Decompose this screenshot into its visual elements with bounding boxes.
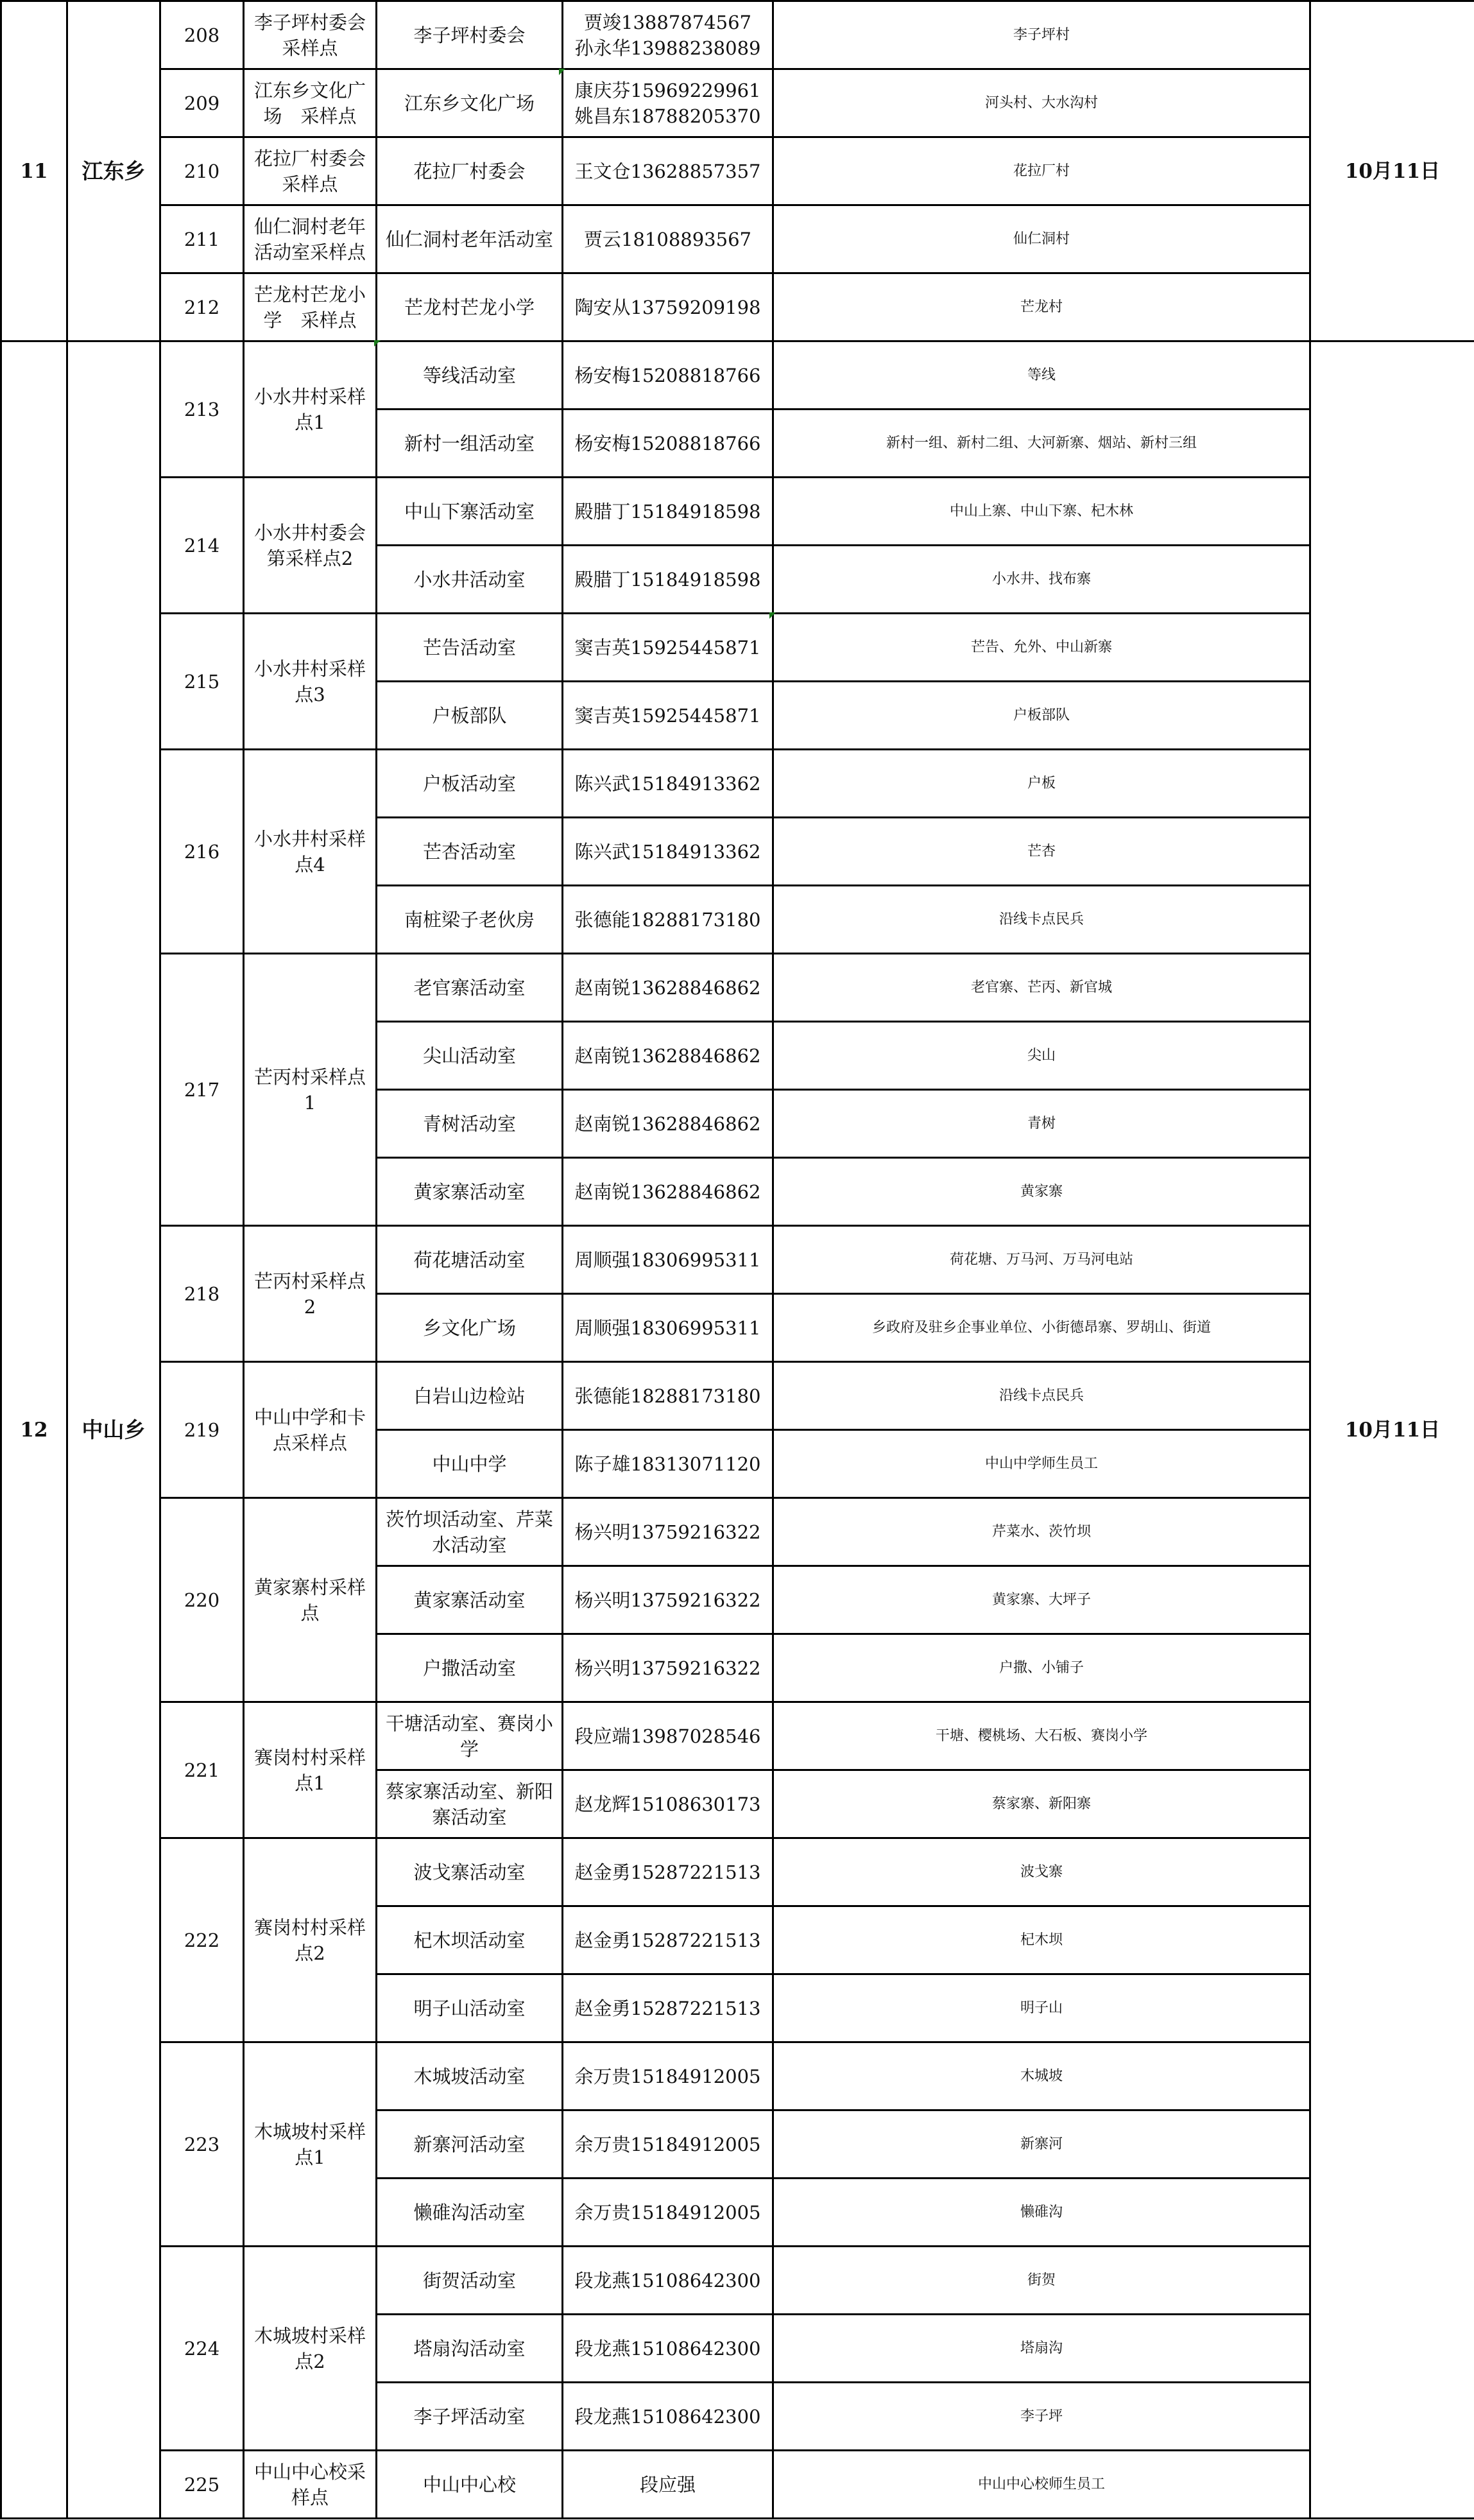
covered-area: 尖山 — [773, 1022, 1310, 1090]
table-row — [1, 954, 1474, 1022]
contact-person: 张德能18288173180 — [563, 1362, 773, 1430]
site-name: 芒龙村芒龙小学 采样点 — [244, 273, 377, 341]
contact-person: 陈子雄18313071120 — [563, 1430, 773, 1498]
table-row — [1, 478, 1474, 546]
covered-area: 芒告、允外、中山新寨 — [773, 614, 1310, 682]
covered-area: 沿线卡点民兵 — [773, 886, 1310, 954]
contact-person: 窦吉英15925445871 — [563, 614, 773, 682]
table-row — [1, 1498, 1474, 1566]
sampling-place: 老官寨活动室 — [377, 954, 563, 1022]
covered-area: 李子坪 — [773, 2383, 1310, 2451]
group-number: 12 — [1, 341, 67, 2519]
contact-person: 陈兴武15184913362 — [563, 750, 773, 818]
contact-person: 段龙燕15108642300 — [563, 2247, 773, 2315]
sampling-place: 李子坪活动室 — [377, 2383, 563, 2451]
contact-person: 赵龙辉15108630173 — [563, 1770, 773, 1838]
covered-area: 中山中心校师生员工 — [773, 2451, 1310, 2519]
contact-person: 余万贵15184912005 — [563, 2179, 773, 2247]
sampling-place: 户板部队 — [377, 682, 563, 750]
site-number: 220 — [160, 1498, 244, 1702]
sampling-place: 仙仁洞村老年活动室 — [377, 205, 563, 273]
site-number: 223 — [160, 2042, 244, 2247]
site-number: 211 — [160, 205, 244, 273]
site-number: 225 — [160, 2451, 244, 2519]
contact-person: 康庆芬15969229961 姚昌东18788205370 — [563, 69, 773, 137]
contact-person: 赵南锐13628846862 — [563, 1090, 773, 1158]
covered-area: 中山中学师生员工 — [773, 1430, 1310, 1498]
covered-area: 仙仁洞村 — [773, 205, 1310, 273]
covered-area: 户板 — [773, 750, 1310, 818]
sampling-place: 黄家寨活动室 — [377, 1566, 563, 1634]
site-number: 208 — [160, 1, 244, 69]
table-row — [1, 137, 1474, 205]
contact-person: 周顺强18306995311 — [563, 1294, 773, 1362]
table-row — [1, 69, 1474, 137]
covered-area: 中山上寨、中山下寨、杞木林 — [773, 478, 1310, 546]
site-name: 仙仁洞村老年活动室采样点 — [244, 205, 377, 273]
sampling-place: 新村一组活动室 — [377, 410, 563, 478]
contact-person: 杨安梅15208818766 — [563, 410, 773, 478]
sampling-place: 明子山活动室 — [377, 1974, 563, 2042]
table-row — [1, 1, 1474, 69]
contact-person: 杨兴明13759216322 — [563, 1566, 773, 1634]
covered-area: 芹菜水、茨竹坝 — [773, 1498, 1310, 1566]
contact-person: 赵金勇15287221513 — [563, 1838, 773, 1906]
table-row — [1, 341, 1474, 410]
contact-person: 王文仓13628857357 — [563, 137, 773, 205]
sampling-place: 塔扇沟活动室 — [377, 2315, 563, 2383]
sampling-place: 波戈寨活动室 — [377, 1838, 563, 1906]
site-name: 黄家寨村采样点 — [244, 1498, 377, 1702]
cell-comment-marker — [769, 612, 776, 619]
covered-area: 杞木坝 — [773, 1906, 1310, 1974]
contact-person: 殿腊丁15184918598 — [563, 546, 773, 614]
covered-area: 黄家寨、大坪子 — [773, 1566, 1310, 1634]
sampling-place: 芒杏活动室 — [377, 818, 563, 886]
sampling-place: 白岩山边检站 — [377, 1362, 563, 1430]
contact-person: 段应端13987028546 — [563, 1702, 773, 1770]
site-number: 218 — [160, 1226, 244, 1362]
contact-person: 赵金勇15287221513 — [563, 1974, 773, 2042]
contact-person: 赵南锐13628846862 — [563, 1022, 773, 1090]
site-name: 小水井村采样点1 — [244, 341, 377, 478]
sampling-place: 荷花塘活动室 — [377, 1226, 563, 1294]
sampling-place: 尖山活动室 — [377, 1022, 563, 1090]
sampling-place: 新寨河活动室 — [377, 2110, 563, 2179]
covered-area: 小水井、找布寨 — [773, 546, 1310, 614]
site-name: 木城坡村采样点2 — [244, 2247, 377, 2451]
sampling-place: 中山中心校 — [377, 2451, 563, 2519]
contact-person: 殿腊丁15184918598 — [563, 478, 773, 546]
sampling-place: 中山中学 — [377, 1430, 563, 1498]
covered-area: 沿线卡点民兵 — [773, 1362, 1310, 1430]
contact-person: 段龙燕15108642300 — [563, 2315, 773, 2383]
township-name: 江东乡 — [67, 1, 160, 341]
site-number: 224 — [160, 2247, 244, 2451]
site-name: 江东乡文化广场 采样点 — [244, 69, 377, 137]
site-name: 小水井村采样点4 — [244, 750, 377, 954]
site-name: 中山中心校采样点 — [244, 2451, 377, 2519]
covered-area: 塔扇沟 — [773, 2315, 1310, 2383]
sampling-place: 木城坡活动室 — [377, 2042, 563, 2110]
cell-comment-marker — [559, 69, 565, 75]
sampling-place: 杞木坝活动室 — [377, 1906, 563, 1974]
covered-area: 等线 — [773, 341, 1310, 410]
sampling-place: 等线活动室 — [377, 341, 563, 410]
sampling-place: 青树活动室 — [377, 1090, 563, 1158]
table-row — [1, 1702, 1474, 1770]
covered-area: 户板部队 — [773, 682, 1310, 750]
covered-area: 明子山 — [773, 1974, 1310, 2042]
covered-area: 花拉厂村 — [773, 137, 1310, 205]
covered-area: 李子坪村 — [773, 1, 1310, 69]
cell-comment-marker — [374, 340, 381, 347]
site-name: 小水井村采样点3 — [244, 614, 377, 750]
sampling-place: 蔡家寨活动室、新阳寨活动室 — [377, 1770, 563, 1838]
site-number: 221 — [160, 1702, 244, 1838]
covered-area: 乡政府及驻乡企事业单位、小街德昂寨、罗胡山、街道 — [773, 1294, 1310, 1362]
table-row — [1, 1362, 1474, 1430]
site-number: 214 — [160, 478, 244, 614]
contact-person: 贾竣13887874567 孙永华13988238089 — [563, 1, 773, 69]
site-number: 215 — [160, 614, 244, 750]
contact-person: 陈兴武15184913362 — [563, 818, 773, 886]
site-number: 213 — [160, 341, 244, 478]
covered-area: 干塘、樱桃场、大石板、赛岗小学 — [773, 1702, 1310, 1770]
group-number: 11 — [1, 1, 67, 341]
sampling-place: 芒告活动室 — [377, 614, 563, 682]
sampling-place: 中山下寨活动室 — [377, 478, 563, 546]
covered-area: 街贺 — [773, 2247, 1310, 2315]
sampling-place: 黄家寨活动室 — [377, 1158, 563, 1226]
sampling-date: 10月11日 — [1310, 341, 1474, 2519]
covered-area: 荷花塘、万马河、万马河电站 — [773, 1226, 1310, 1294]
site-name: 小水井村委会第采样点2 — [244, 478, 377, 614]
sampling-date: 10月11日 — [1310, 1, 1474, 341]
sampling-place: 花拉厂村委会 — [377, 137, 563, 205]
covered-area: 蔡家寨、新阳寨 — [773, 1770, 1310, 1838]
table-row — [1, 273, 1474, 341]
covered-area: 户撒、小铺子 — [773, 1634, 1310, 1702]
contact-person: 赵南锐13628846862 — [563, 954, 773, 1022]
township-name: 中山乡 — [67, 341, 160, 2519]
covered-area: 黄家寨 — [773, 1158, 1310, 1226]
site-name: 中山中学和卡点采样点 — [244, 1362, 377, 1498]
site-number: 217 — [160, 954, 244, 1226]
sampling-place: 李子坪村委会 — [377, 1, 563, 69]
site-number: 212 — [160, 273, 244, 341]
site-name: 花拉厂村委会采样点 — [244, 137, 377, 205]
site-name: 芒丙村采样点1 — [244, 954, 377, 1226]
sampling-place: 干塘活动室、赛岗小学 — [377, 1702, 563, 1770]
covered-area: 老官寨、芒丙、新官城 — [773, 954, 1310, 1022]
table-row — [1, 750, 1474, 818]
contact-person: 赵南锐13628846862 — [563, 1158, 773, 1226]
contact-person: 窦吉英15925445871 — [563, 682, 773, 750]
site-number: 216 — [160, 750, 244, 954]
site-number: 210 — [160, 137, 244, 205]
contact-person: 段龙燕15108642300 — [563, 2383, 773, 2451]
contact-person: 杨兴明13759216322 — [563, 1498, 773, 1566]
sampling-place: 南桩梁子老伙房 — [377, 886, 563, 954]
site-name: 赛岗村村采样点1 — [244, 1702, 377, 1838]
contact-person: 周顺强18306995311 — [563, 1226, 773, 1294]
sampling-place: 江东乡文化广场 — [377, 69, 563, 137]
table-row — [1, 614, 1474, 682]
covered-area: 芒龙村 — [773, 273, 1310, 341]
site-number: 219 — [160, 1362, 244, 1498]
site-name: 赛岗村村采样点2 — [244, 1838, 377, 2042]
sampling-place: 小水井活动室 — [377, 546, 563, 614]
sampling-place: 户板活动室 — [377, 750, 563, 818]
covered-area: 河头村、大水沟村 — [773, 69, 1310, 137]
table-row — [1, 2247, 1474, 2315]
sampling-place: 户撒活动室 — [377, 1634, 563, 1702]
site-name: 芒丙村采样点2 — [244, 1226, 377, 1362]
sampling-place: 芒龙村芒龙小学 — [377, 273, 563, 341]
table-row — [1, 2042, 1474, 2110]
covered-area: 木城坡 — [773, 2042, 1310, 2110]
contact-person: 赵金勇15287221513 — [563, 1906, 773, 1974]
covered-area: 波戈寨 — [773, 1838, 1310, 1906]
site-name: 木城坡村采样点1 — [244, 2042, 377, 2247]
contact-person: 余万贵15184912005 — [563, 2110, 773, 2179]
covered-area: 懒碓沟 — [773, 2179, 1310, 2247]
contact-person: 张德能18288173180 — [563, 886, 773, 954]
site-number: 222 — [160, 1838, 244, 2042]
covered-area: 芒杏 — [773, 818, 1310, 886]
sampling-place: 茨竹坝活动室、芹菜水活动室 — [377, 1498, 563, 1566]
table-row — [1, 2451, 1474, 2519]
sampling-place: 乡文化广场 — [377, 1294, 563, 1362]
contact-person: 杨兴明13759216322 — [563, 1634, 773, 1702]
site-name: 李子坪村委会采样点 — [244, 1, 377, 69]
covered-area: 新村一组、新村二组、大河新寨、烟站、新村三组 — [773, 410, 1310, 478]
table-row — [1, 1838, 1474, 1906]
contact-person: 贾云18108893567 — [563, 205, 773, 273]
sampling-place: 懒碓沟活动室 — [377, 2179, 563, 2247]
sampling-place: 街贺活动室 — [377, 2247, 563, 2315]
table-row — [1, 1226, 1474, 1294]
covered-area: 青树 — [773, 1090, 1310, 1158]
site-number: 209 — [160, 69, 244, 137]
contact-person: 杨安梅15208818766 — [563, 341, 773, 410]
contact-person: 段应强 — [563, 2451, 773, 2519]
contact-person: 陶安从13759209198 — [563, 273, 773, 341]
table-row — [1, 205, 1474, 273]
covered-area: 新寨河 — [773, 2110, 1310, 2179]
contact-person: 余万贵15184912005 — [563, 2042, 773, 2110]
